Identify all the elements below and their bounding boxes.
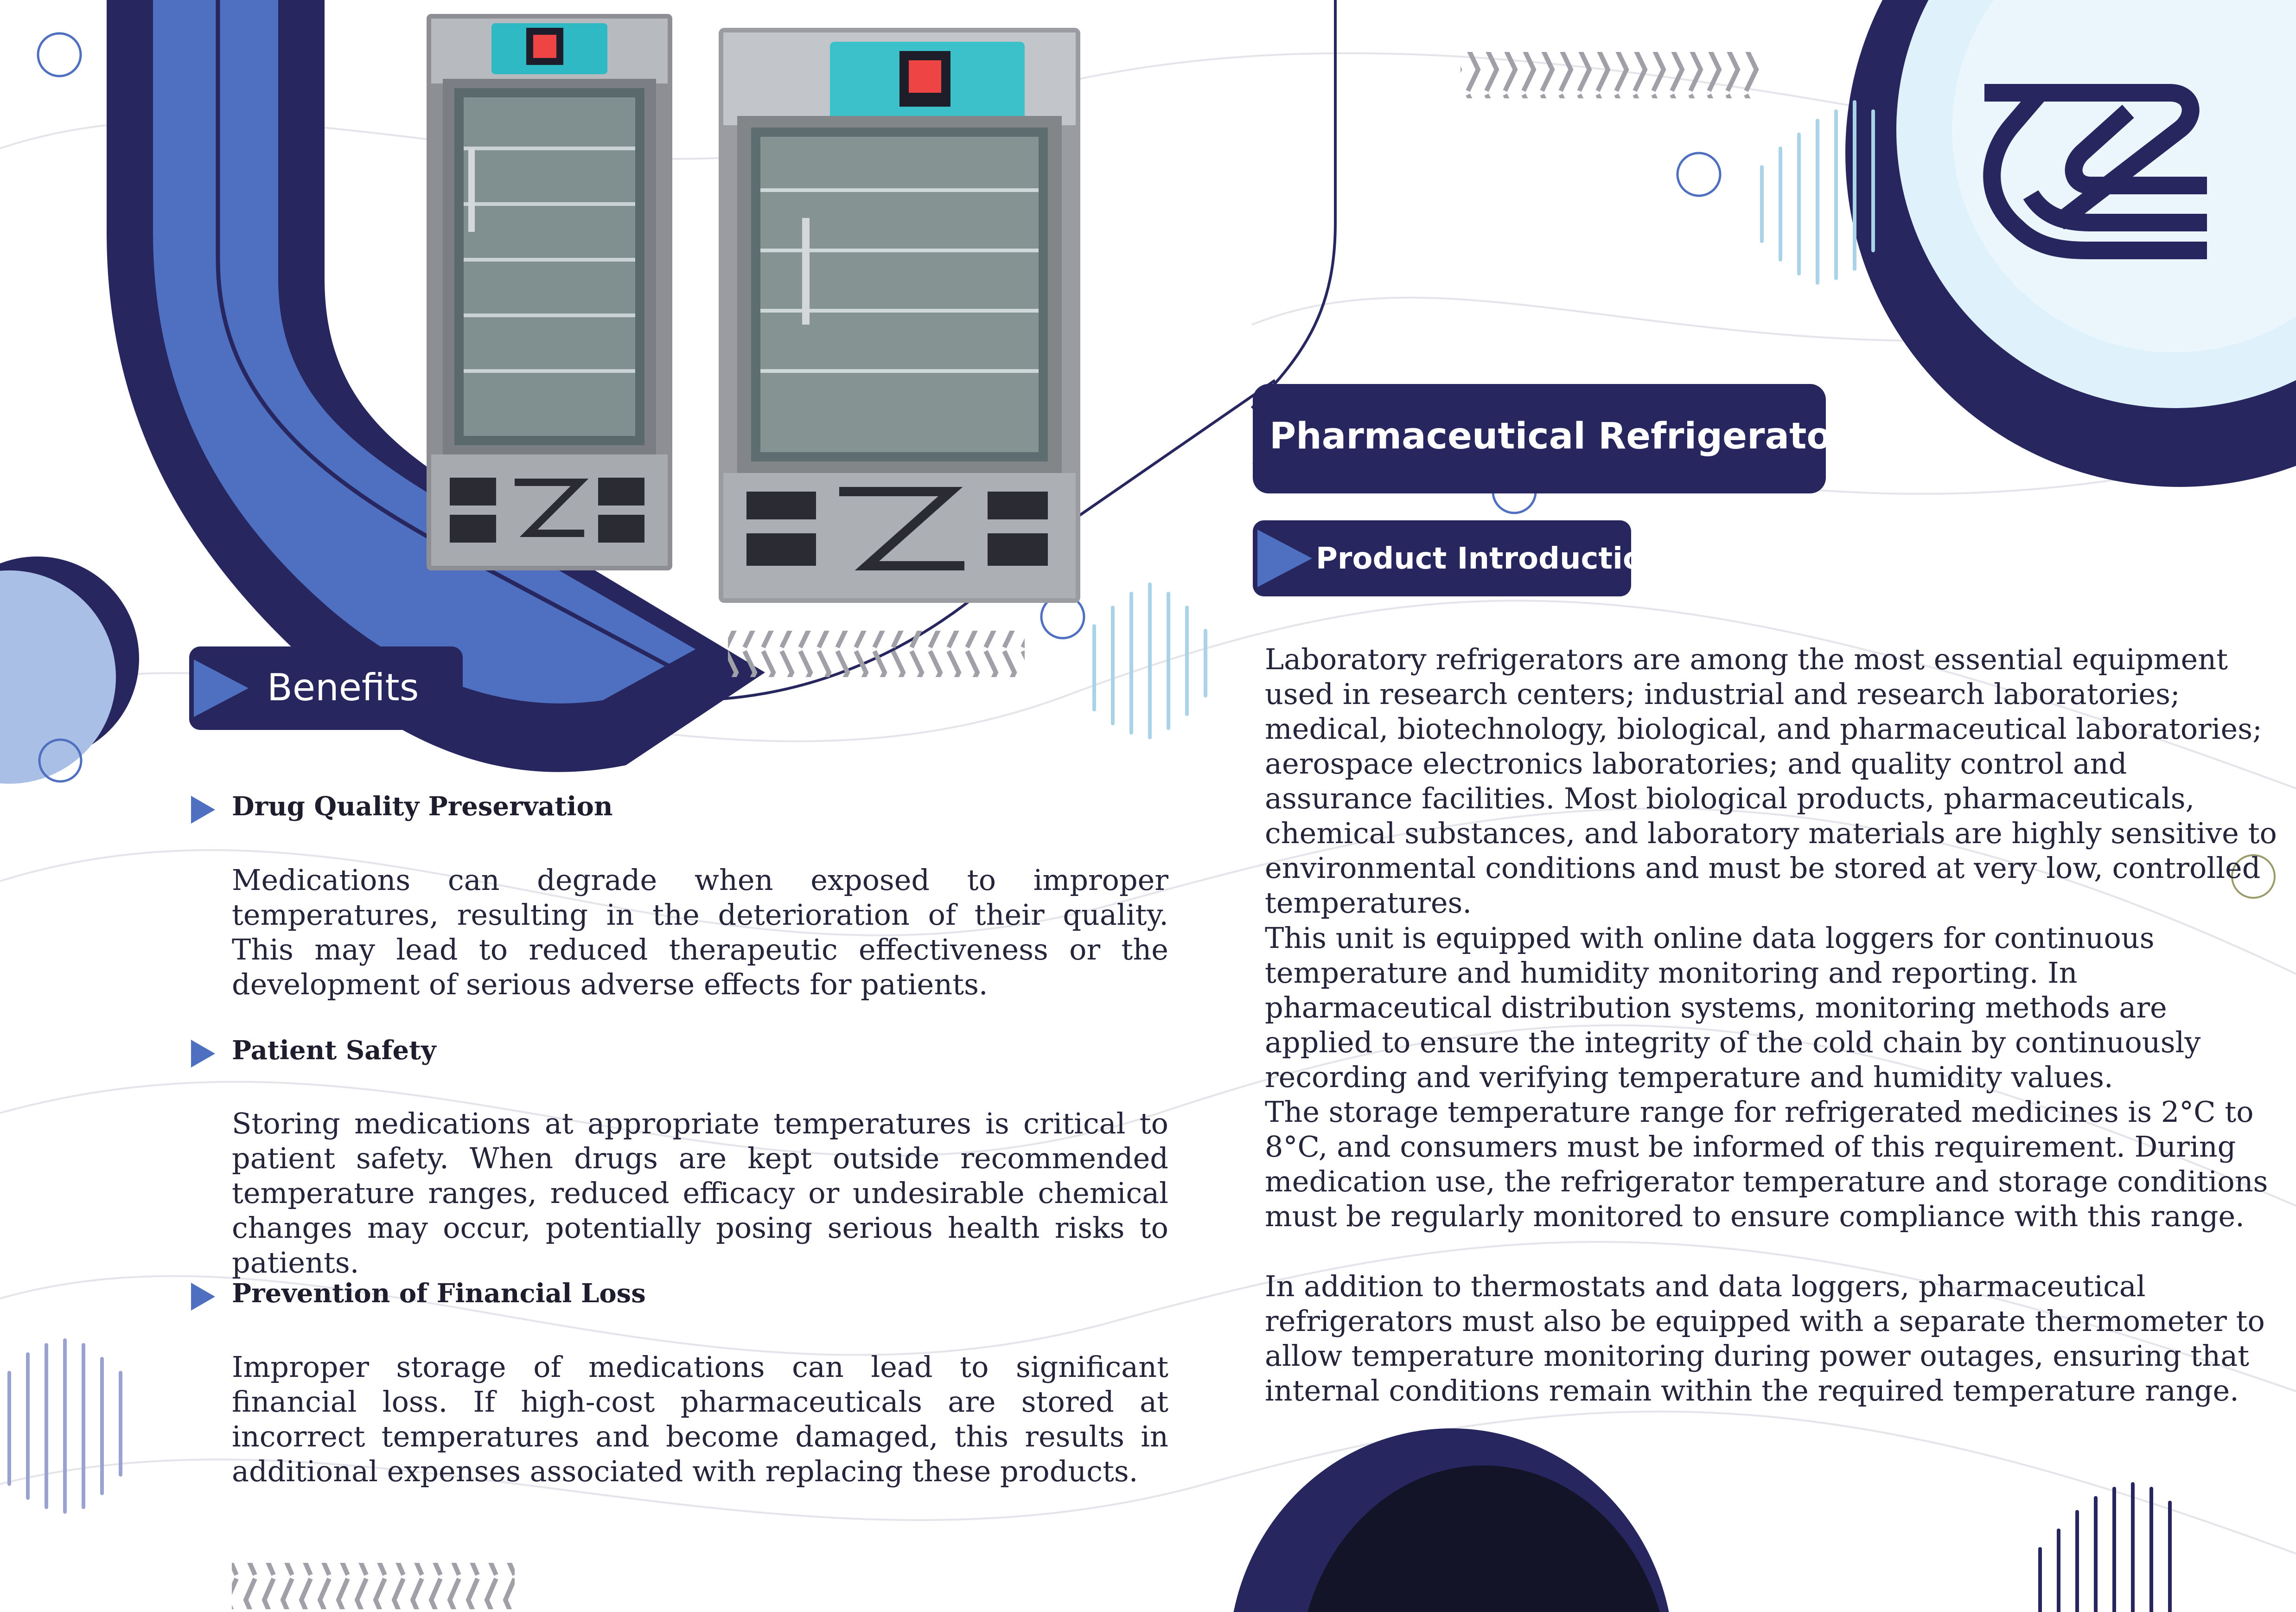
benefit-title-safety: Patient Safety xyxy=(232,1035,436,1066)
intro-paragraph: The storage temperature range for refrigerated medicines is 2°C to 8°C, and consumers must be informed of this requirement. During medication use, the refrigerator temperature and storage conditions must be regularly monitored to ensure compliance with this range. xyxy=(1265,1095,2268,1233)
benefit-text-financial: Improper storage of medications can lead to significant financial loss. If high-cost pharmaceuticals are stored at incorrect temperatures and become damaged, this results in additional expenses associated with replacing these products. xyxy=(232,1350,1168,1488)
triangle-bullet-icon xyxy=(194,659,249,717)
product-title: Pharmaceutical Refrigerator xyxy=(1269,416,1850,457)
triangle-bullet-icon xyxy=(1257,530,1312,587)
benefit-title-financial: Prevention of Financial Loss xyxy=(232,1278,646,1309)
benefit-text-quality: Medications can degrade when exposed to improper temperatures, resulting in the deterioration of their quality. This may lead to reduced therapeutic effectiveness or the development of serious adverse effects for patients. xyxy=(232,863,1168,1001)
triangle-bullet-icon xyxy=(191,1283,215,1311)
benefits-heading: Benefits xyxy=(267,666,419,709)
benefits-heading-box xyxy=(189,646,463,730)
refrigerator-large-image xyxy=(714,23,1085,608)
benefit-title-quality: Drug Quality Preservation xyxy=(232,791,613,822)
product-title-box xyxy=(1253,384,1850,493)
brand-logo-icon xyxy=(1975,74,2216,269)
triangle-bullet-icon xyxy=(191,796,215,824)
intro-paragraph: Laboratory refrigerators are among the most essential equipment used in research centers; industrial and research laboratories; medical, biotechnology, biological, and pharmaceutical laboratories; aerospace electronics laboratories; and quality control and assurance facilities. Most biological products, pharmaceuticals, chemical substances, and laboratory materials are highly sensitive to environmental conditions and must be stored at very low, controlled temperatures. xyxy=(1265,642,2277,920)
refrigerator-small-image xyxy=(422,9,682,580)
benefit-text-safety: Storing medications at appropriate temperatures is critical to patient safety. When drugs are kept outside recommended temperature ranges, reduced efficacy or undesirable chemical changes may occur, potentially posing serious health risks to patients. xyxy=(232,1107,1168,1279)
intro-paragraph: This unit is equipped with online data loggers for continuous temperature and humidity monitoring and reporting. In pharmaceutical distribution systems, monitoring methods are applied to ensure the integrity of the cold chain by continuously recording and verifying temperature and humidity values. xyxy=(1265,921,2201,1094)
product-introduction-heading-box xyxy=(1253,520,1665,596)
intro-paragraph: In addition to thermostats and data loggers, pharmaceutical refrigerators must also be equipped with a separate thermometer to allow temperature monitoring during power outages, ensuring that internal conditions remain within the required temperature range. xyxy=(1265,1269,2265,1407)
product-introduction-heading: Product Introduction xyxy=(1316,542,1665,576)
triangle-bullet-icon xyxy=(191,1040,215,1068)
